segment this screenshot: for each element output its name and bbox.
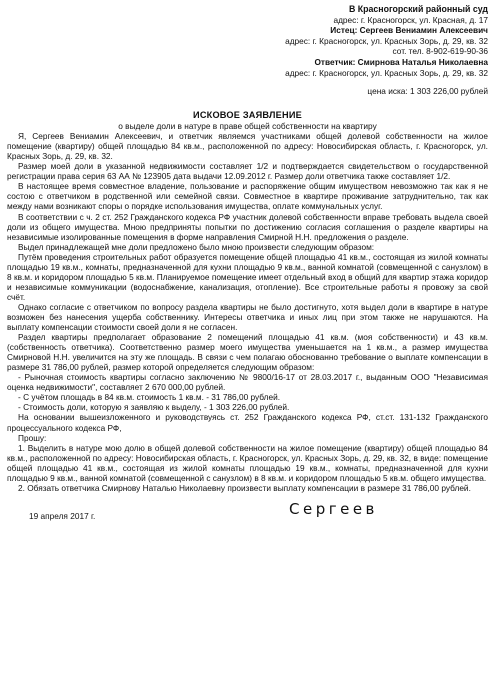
paragraph-request-1: 1. Выделить в натуре мою долю в общей долевой собственности на жилое помещение (квартиру) общей площадью 84 кв.м., расположенной по адресу: Новосибирская область, г. Красногорск, ул. Красных Зорь, д. 29, кв. 32, в виде: помещение общей площадью 41 кв.м., состоящая из жилой комнаты площадью 19 кв.м., комнаты, предназначенной для кухни площадью 9 кв.м., ванной комнатой (совмещенной с санузлом) в 8 кв.м. и коридором площадью 5 кв.м. общего имущества. <box>7 442 488 483</box>
document-subtitle: о выделе доли в натуре в праве общей собственности на квартиру <box>118 121 377 132</box>
document-footer <box>7 497 488 527</box>
court-address: адрес: г. Красногорск, ул. Красная, д. 17 <box>333 14 488 25</box>
paragraph-price-per-meter: - С учётом площадь в 84 кв.м. стоимость 1 кв.м. - 31 786,00 рублей. <box>18 392 281 403</box>
paragraph-joint-use: В настоящее время совместное владение, пользование и распоряжение общим имуществом невозможно так как я не состою с ответчиком в родственной или семейной связи. Совместное в квартире проживание затруднительно, так как между нами возникают споры о порядке использования имущества, оплате коммунальных услуг. <box>7 181 488 212</box>
paragraph-division: Раздел квартиры предполагает образование 2 помещений площадью 41 кв.м. (моя собственности) и 43 кв.м. (собственность ответчика). Соответственно размер моего имущества уменьшается на 1 кв.м., а размер имущества Смирновой Н.Н. увеличится на эту же площадь. В связи с чем полагаю обоснованно требование о выплате компенсации в размере 31 786,00 рублей, размер которой определяется следующим образом: <box>7 332 488 373</box>
defendant-name: Ответчик: Смирнова Наталья Николаевна <box>314 56 488 67</box>
paragraph-market-value: - Рыночная стоимость квартиры согласно заключению № 9800/16-17 от 28.03.2017 г., выданным ООО "Независимая оценка недвижимости", составляет 2 670 000,00 рублей. <box>7 372 488 393</box>
paragraph-share-value: - Стоимость доли, которую я заявляю к выделу, - 1 303 226,00 рублей. <box>18 402 290 413</box>
document-body <box>7 131 488 493</box>
court-name: В Красногорский районный суд <box>348 4 488 14</box>
paragraph-grounds: На основании вышеизложенного и руководствуясь ст. 252 Гражданского кодекса РФ, ст.ст. 131-132 Гражданского процессуального кодекса РФ, <box>7 412 488 433</box>
claim-price: цена иска: 1 303 226,00 рублей <box>367 86 488 97</box>
plaintiff-name: Истец: Сергеев Вениамин Алексеевич <box>330 25 488 36</box>
paragraph-construction: Путём проведения строительных работ образуется помещение общей площадью 41 кв.м., состоящая из жилой комнаты площадью 19 кв.м., комнаты, предназначенной для кухни площадью 9 кв.м., ванной комнатой (совмещенной с санузлом) в 8 кв.м. и коридором площадью 5 кв.м. Планируемое помещение имеет отдельный вход в общий для квартир этажа коридор и независимые коммуникации (водоснабжение, канализация, отопление). Все строительные работы я провожу за свой счёт. <box>7 251 488 302</box>
paragraph-no-agreement: Однако согласие с ответчиком по вопросу раздела квартиры не было достигнуто, хотя выдел доли в квартире в натуре возможен без нанесения ущерба собственнику. Интересы ответчика и иных лиц при этом также не нарушаются. На выплату компенсации стоимости своей доли я не согласен. <box>7 301 488 333</box>
paragraph-legal-basis: В соответствии с ч. 2 ст. 252 Гражданского кодекса РФ участник долевой собственности вправе требовать выдела своей доли из общего имущества. Мною предприняты попытки по достижению согласия соглашения о разделе квартиры на независимые изолированные помещения в форме направления Смирной Н.Н. предложения о разделе. <box>7 211 488 242</box>
plaintiff-phone: сот. тел. 8-902-619-90-36 <box>392 46 488 57</box>
document-title: ИСКОВОЕ ЗАЯВЛЕНИЕ <box>193 110 302 121</box>
document-header <box>7 4 488 78</box>
paragraph-request-heading: Прошу: <box>18 432 47 443</box>
paragraph-proposal: Выдел принадлежащей мне доли предложено было мною произвести следующим образом: <box>18 241 375 252</box>
paragraph-parties: Я, Сергеев Вениамин Алексеевич, и ответчик являемся участниками общей долевой собственности на жилое помещение (квартиру) общей площадью 84 кв.м., расположенной по адресу: Новосибирская область, г. Красногорск, ул. Красных Зорь, д. 29, кв. 32. <box>7 131 488 162</box>
defendant-address: адрес: г. Красногорск, ул. Красных Зорь, д. 29, кв. 32 <box>285 67 488 78</box>
signature: Сергеев <box>289 499 378 518</box>
paragraph-request-2: 2. Обязать ответчика Смирнову Наталью Николаевну произвести выплату компенсации в размере 31 786,00 рублей. <box>18 482 471 493</box>
paragraph-share-size: Размер моей доли в указанной недвижимости составляет 1/2 и подтверждается свидетельством о государственной регистрации права серия 63 АА № 123905 дата выдачи 12.09.2012 г. Размер доли ответчика также составляет 1/2. <box>7 161 488 182</box>
plaintiff-address: адрес: г. Красногорск, ул. Красных Зорь, д. 29, кв. 32 <box>285 35 488 46</box>
signing-date: 19 апреля 2017 г. <box>29 510 96 521</box>
